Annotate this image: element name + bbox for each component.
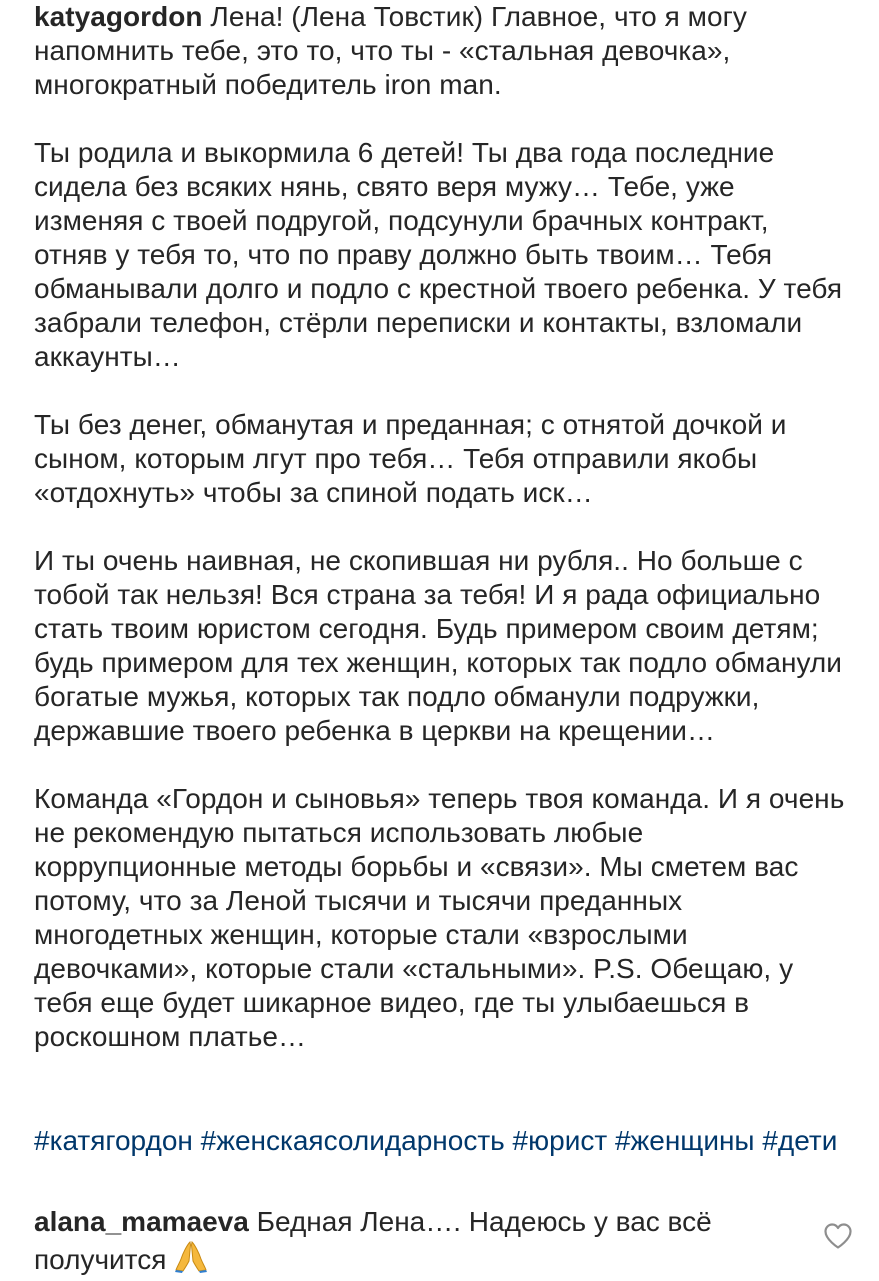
hashtag-link[interactable]: #женщины	[614, 1125, 755, 1156]
hashtag-link[interactable]: #женскаясолидарность	[200, 1125, 505, 1156]
post-author-username[interactable]: katyagordon	[34, 1, 203, 32]
comment	[34, 1205, 804, 1281]
comment-author-username[interactable]: alana_mamaeva	[34, 1206, 249, 1237]
hashtag-list	[34, 1124, 849, 1158]
heart-icon	[823, 1222, 853, 1250]
caption-paragraph: Команда «Гордон и сыновья» теперь твоя команда. И я очень не рекомендую пытаться использовать любые коррупционные методы борьбы и «связи». Мы сметем вас потому, что за Леной тысячи и тысячи преданных многодетных женщин, которые стали «взрослыми девочками», которые стали «стальными». P.S. Обещаю, у тебя еще будет шикарное видео, где ты улыбаешься в роскошном платье…	[34, 783, 845, 1052]
folded-hands-icon	[174, 1239, 208, 1281]
caption-paragraph: И ты очень наивная, не скопившая ни рубля.. Но больше с тобой так нельзя! Вся страна за тебя! И я рада официально стать твоим юристом сегодня. Будь примером своим детям; будь примером для тех женщин, которых так подло обманули богатые мужья, которых так подло обманули подружки, державшие твоего ребенка в церкви на крещении…	[34, 545, 842, 746]
caption-paragraph	[34, 0, 849, 102]
hashtag-link[interactable]: #дети	[762, 1125, 838, 1156]
caption-paragraph: Ты без денег, обманутая и преданная; с отнятой дочкой и сыном, которым лгут про тебя… Тебя отправили якобы «отдохнуть» чтобы за спиной подать иск…	[34, 409, 787, 508]
post-caption	[34, 0, 849, 1054]
hashtag-link[interactable]: #юрист	[512, 1125, 608, 1156]
hashtag-link[interactable]: #катягордон	[34, 1125, 193, 1156]
caption-paragraph: Ты родила и выкормила 6 детей! Ты два года последние сидела без всяких нянь, свято веря мужу… Тебе, уже изменяя с твоей подругой, подсунули брачных контракт, отняв у тебя то, что по праву должно быть твоим… Тебя обманывали долго и подло с крестной твоего ребенка. У тебя забрали телефон, стёрли переписки и контакты, взломали аккаунты…	[34, 137, 843, 372]
caption-text: Лена! (Лена Товстик) Главное, что я могу напомнить тебе, это то, что ты - «стальная девочка», многократный победитель iron man.	[34, 1, 747, 100]
like-heart-button[interactable]	[823, 1222, 853, 1250]
comment-text: Бедная Лена…. Надеюсь у вас всё получится	[34, 1206, 712, 1275]
